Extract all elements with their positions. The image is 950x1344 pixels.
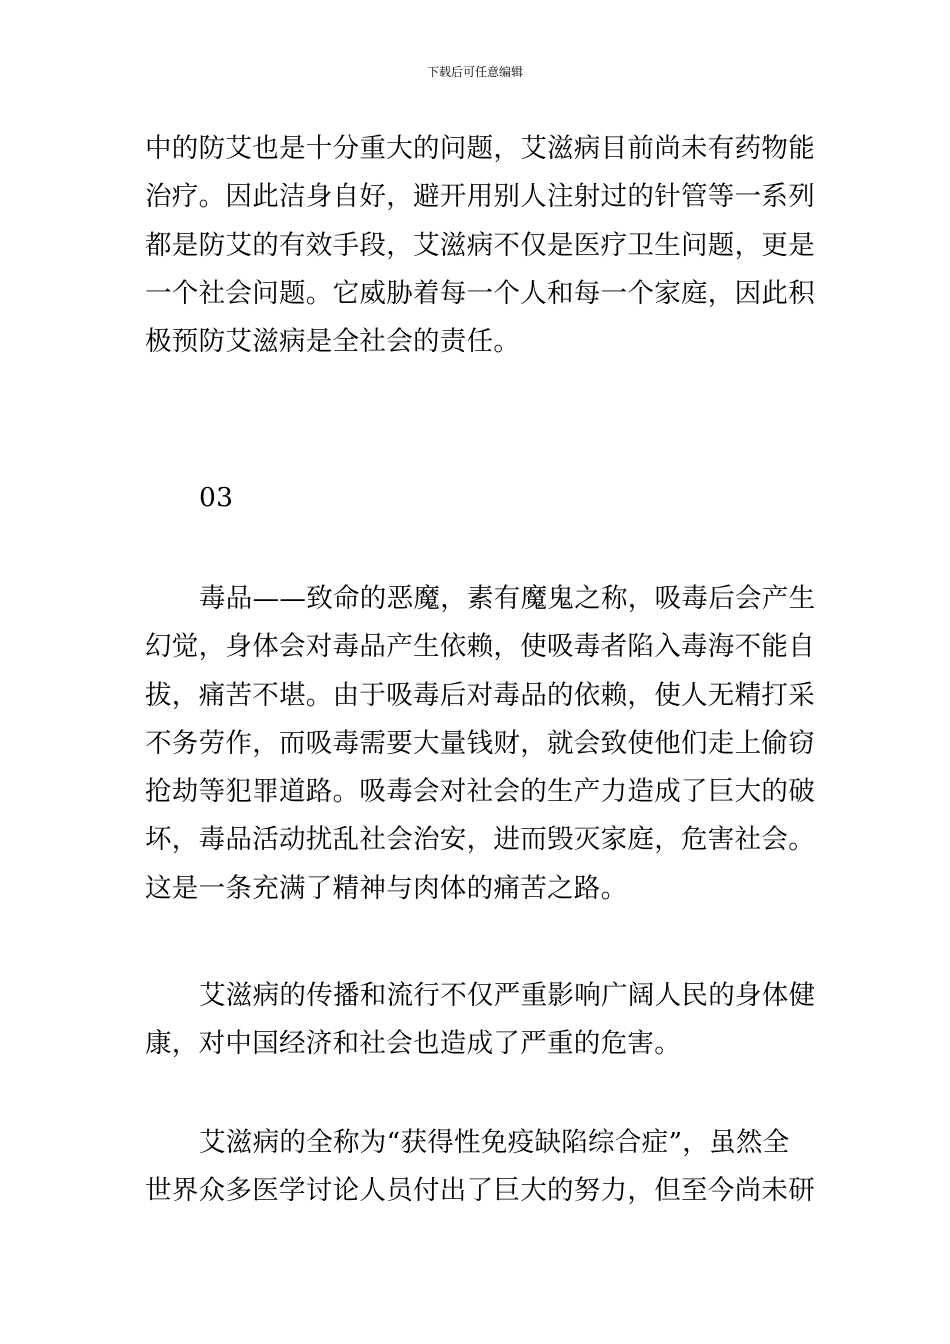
paragraph-aids-definition bbox=[145, 1119, 815, 1216]
text-line: 幻觉，身体会对毒品产生依赖，使吸毒者陷入毒海不能自 bbox=[145, 631, 815, 663]
text-line: 治疗。因此洁身自好，避开用别人注射过的针管等一系列 bbox=[145, 181, 815, 213]
text-line: 不务劳作，而吸毒需要大量钱财，就会致使他们走上偷窃 bbox=[145, 727, 815, 759]
text-line: 极预防艾滋病是全社会的责任。 bbox=[145, 326, 521, 358]
text-line: 世界众多医学讨论人员付出了巨大的努力，但至今尚未研 bbox=[145, 1175, 815, 1207]
paragraph-aids-prevention-continued bbox=[145, 125, 815, 366]
text-line: 坏，毒品活动扰乱社会治安，进而毁灭家庭，危害社会。 bbox=[145, 824, 815, 856]
text-line: 抢劫等犯罪道路。吸毒会对社会的生产力造成了巨大的破 bbox=[145, 776, 815, 808]
section-number bbox=[145, 474, 807, 522]
text-line: 毒品——致命的恶魔，素有魔鬼之称，吸毒后会产生 bbox=[199, 583, 816, 614]
text-line: 艾滋病的全称为“获得性免疫缺陷综合症”，虽然全 bbox=[199, 1127, 790, 1158]
section-number-label: 03 bbox=[199, 482, 234, 513]
paragraph-drugs bbox=[145, 575, 816, 913]
text-line: 中的防艾也是十分重大的问题，艾滋病目前尚未有药物能 bbox=[145, 133, 815, 164]
text-line: 康，对中国经济和社会也造成了严重的危害。 bbox=[145, 1028, 681, 1060]
text-line: 一个社会问题。它威胁着每一个人和每一个家庭，因此积 bbox=[145, 277, 815, 309]
paragraph-aids-harm bbox=[145, 972, 816, 1069]
page-header: 下载后可任意编辑 bbox=[426, 65, 523, 79]
text-line: 艾滋病的传播和流行不仅严重影响广阔人民的身体健 bbox=[199, 980, 816, 1011]
text-line: 都是防艾的有效手段，艾滋病不仅是医疗卫生问题，更是 bbox=[145, 229, 815, 261]
text-line: 拔，痛苦不堪。由于吸毒后对毒品的依赖，使人无精打采 bbox=[145, 679, 815, 711]
text-line: 这是一条充满了精神与肉体的痛苦之路。 bbox=[145, 872, 628, 904]
